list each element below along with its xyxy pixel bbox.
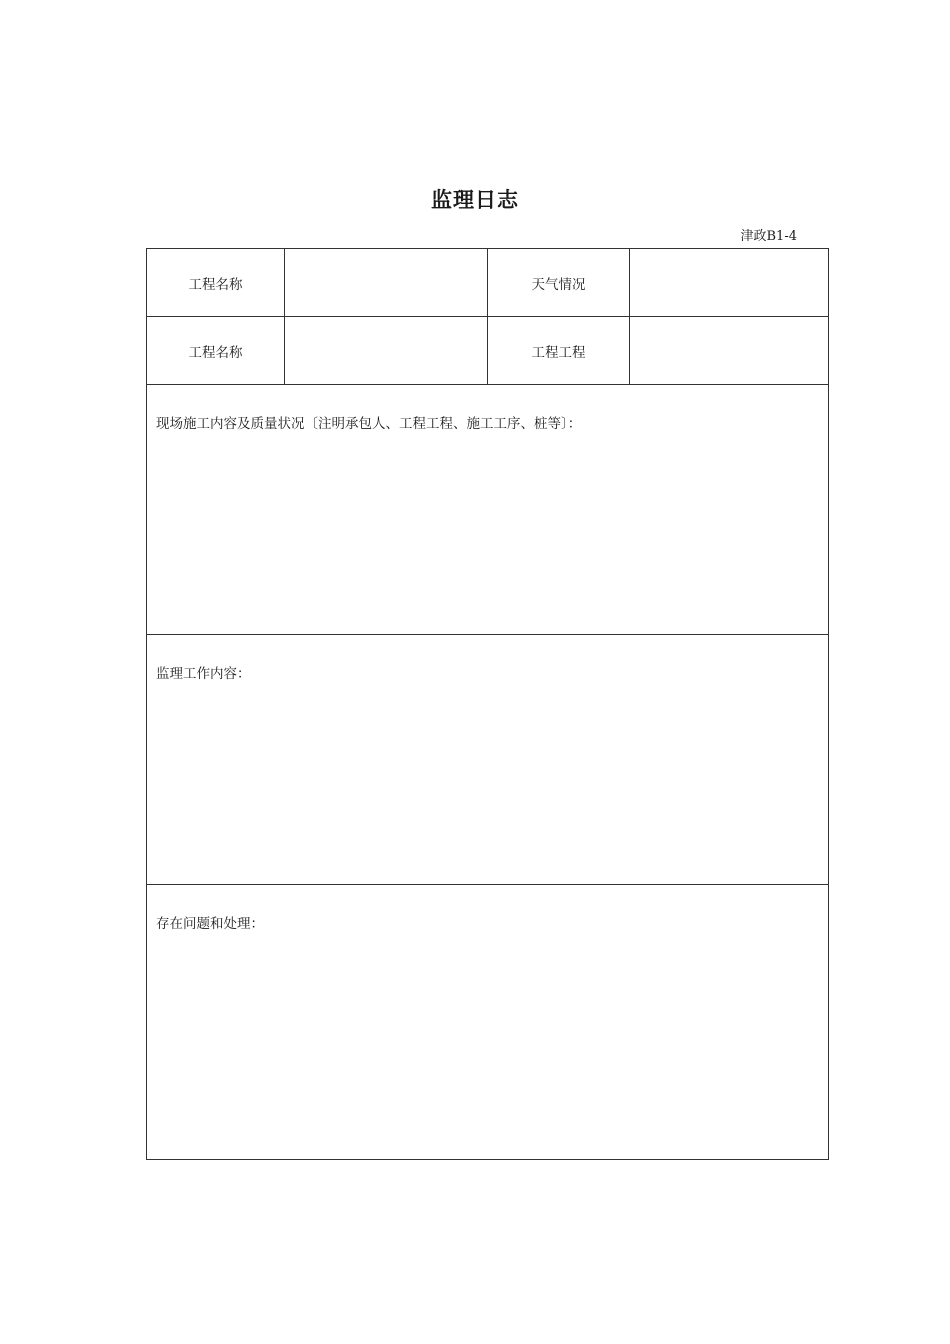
table-row-project-weather [147,249,829,317]
site-construction-label: 现场施工内容及质量状况〔注明承包人、工程工程、施工工序、桩等〕： [156,416,582,432]
project-item-label: 工程工程 [488,317,630,385]
page-title: 监理日志 [431,188,519,212]
project-name-field[interactable] [285,249,488,317]
table-row-issues [147,885,829,1160]
site-construction-section[interactable] [147,385,829,635]
supervision-work-label: 监理工作内容： [156,666,251,682]
table-row-site-construction [147,385,829,635]
project-name-label-2: 工程名称 [147,317,285,385]
issues-section[interactable] [147,885,829,1160]
weather-field[interactable] [630,249,829,317]
form-code: 津政B1-4 [740,229,797,244]
project-name-label: 工程名称 [147,249,285,317]
supervision-work-section[interactable] [147,635,829,885]
weather-label: 天气情况 [488,249,630,317]
project-item-field[interactable] [630,317,829,385]
issues-label: 存在问题和处理： [156,916,264,932]
log-form-table [146,248,829,1160]
project-name-field-2[interactable] [285,317,488,385]
table-row-project-item [147,317,829,385]
table-row-supervision-work [147,635,829,885]
